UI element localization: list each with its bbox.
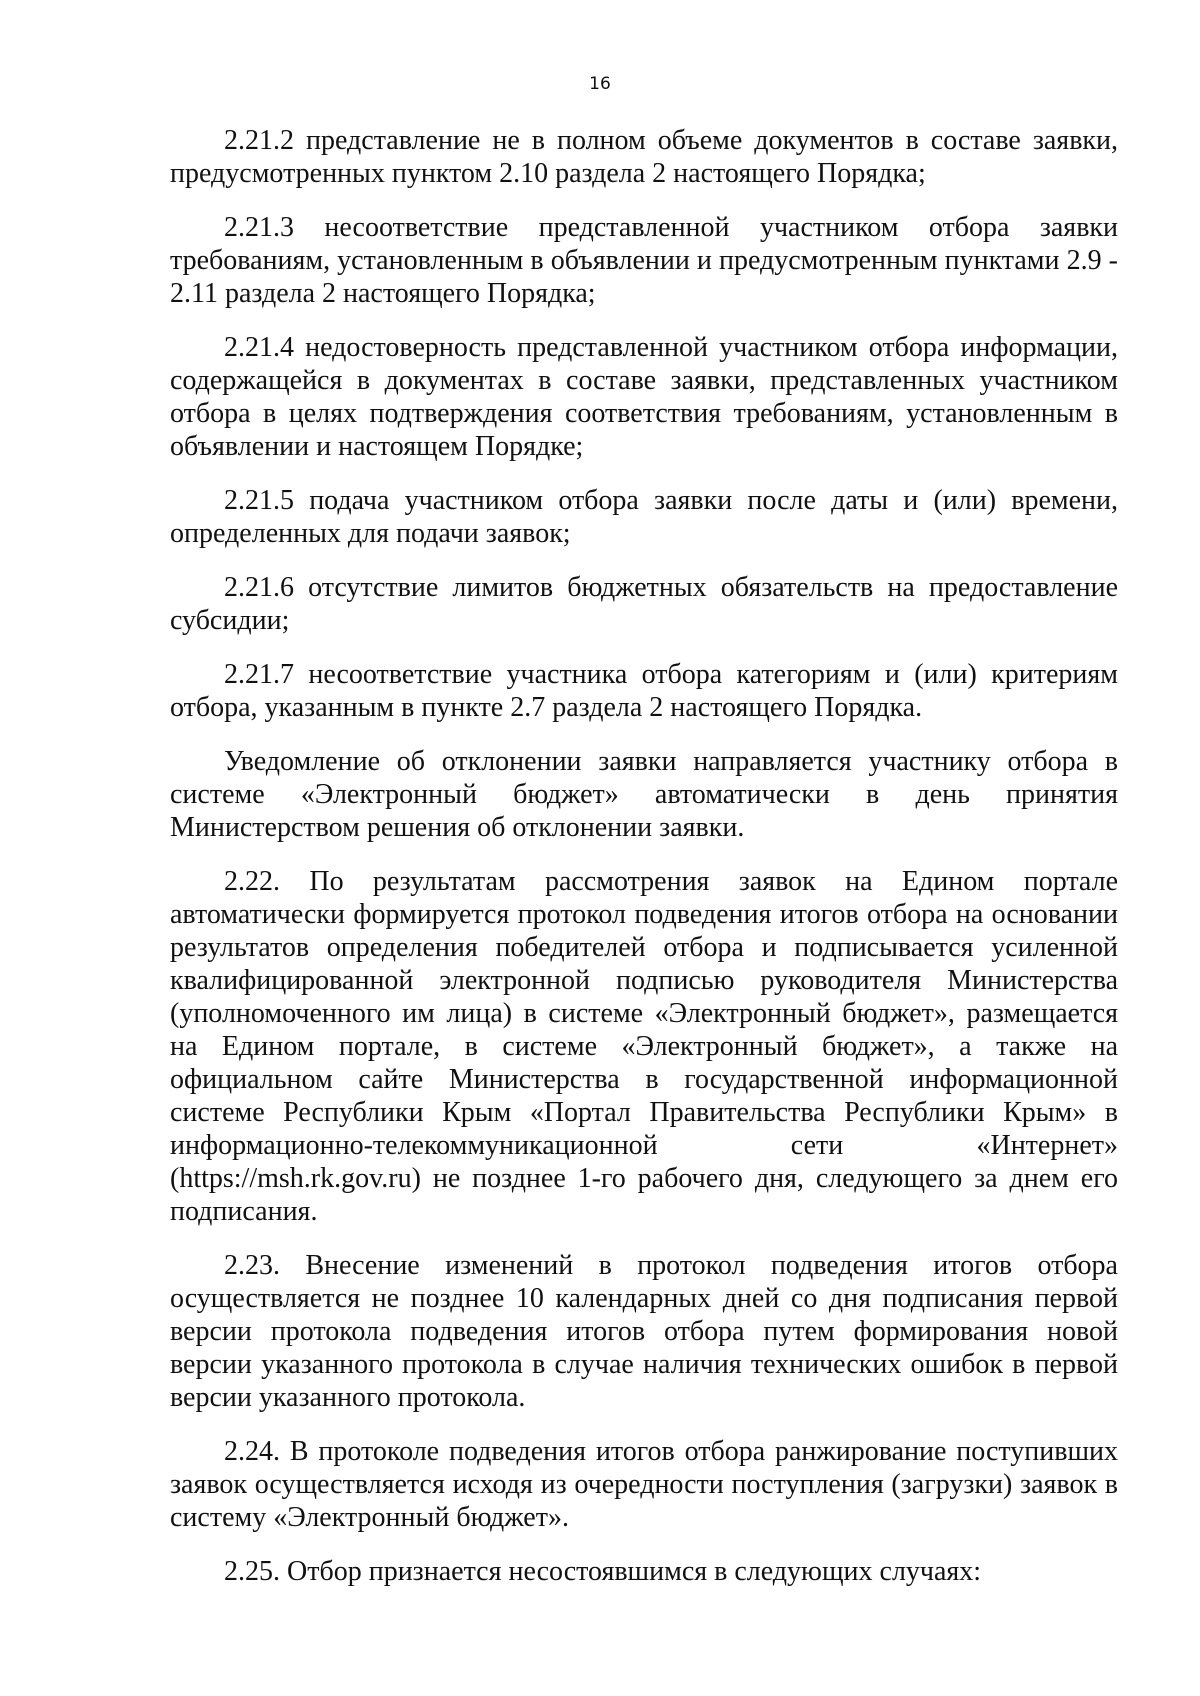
paragraph-2-25: 2.25. Отбор признается несостоявшимся в следующих случаях: (224, 1556, 982, 1587)
paragraph-2-21-6: 2.21.6 отсутствие лимитов бюджетных обязательств на предоставление субсидии; (170, 572, 1118, 636)
document-body (170, 124, 1118, 1609)
paragraph-2-22: 2.22. По результатам рассмотрения заявок на Едином портале автоматически формируется протокол подведения итогов отбора на основании результатов определения победителей отбора и подписывается усиленной квалифицированной электронной подписью руководителя Министерства (уполномоченного им лица) в системе «Электронный бюджет», размещается на Едином портале, в системе «Электронный бюджет», а также на официальном сайте Министерства в государственной информационной системе Республики Крым «Портал Правительства Республики Крым» в информационно-телекоммуникационной сети «Интернет» (https://msh.rk.gov.ru) не позднее 1-го рабочего дня, следующего за днем его подписания. (170, 866, 1118, 1227)
paragraph-2-21-2: 2.21.2 представление не в полном объеме документов в составе заявки, предусмотренных пунктом 2.10 раздела 2 настоящего Порядка; (170, 125, 1118, 189)
page-number: 16 (589, 74, 611, 94)
paragraph-2-21-4: 2.21.4 недостоверность представленной участником отбора информации, содержащейся в документах в составе заявки, представленных участником отбора в целях подтверждения соответствия требованиям, установленным в объявлении и настоящем Порядке; (170, 332, 1118, 462)
paragraph-2-24: 2.24. В протоколе подведения итогов отбора ранжирование поступивших заявок осуществляется исходя из очередности поступления (загрузки) заявок в систему «Электронный бюджет». (170, 1436, 1118, 1533)
paragraph-2-23: 2.23. Внесение изменений в протокол подведения итогов отбора осуществляется не позднее 10 календарных дней со дня подписания первой версии протокола подведения итогов отбора путем формирования новой версии указанного протокола в случае наличия технических ошибок в первой версии указанного протокола. (170, 1250, 1118, 1413)
paragraph-2-21-5: 2.21.5 подача участником отбора заявки после даты и (или) времени, определенных для подачи заявок; (170, 485, 1118, 549)
paragraph-2-21-3: 2.21.3 несоответствие представленной участником отбора заявки требованиям, установленным в объявлении и предусмотренным пунктами 2.9 - 2.11 раздела 2 настоящего Порядка; (170, 212, 1118, 309)
paragraph-rejection-notice: Уведомление об отклонении заявки направляется участнику отбора в системе «Электронный бюджет» автоматически в день принятия Министерством решения об отклонении заявки. (170, 746, 1118, 843)
paragraph-2-21-7: 2.21.7 несоответствие участника отбора категориям и (или) критериям отбора, указанным в пункте 2.7 раздела 2 настоящего Порядка. (170, 659, 1118, 723)
